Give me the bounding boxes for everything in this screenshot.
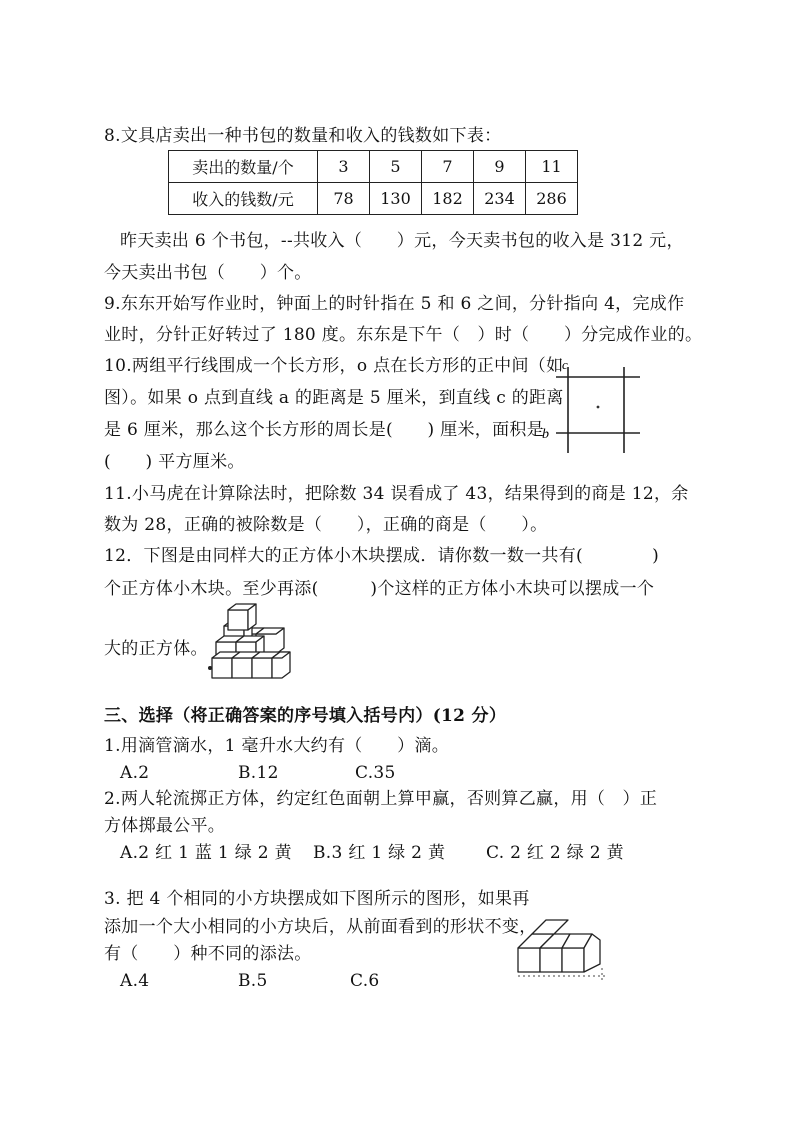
table-cell: 130 — [370, 183, 422, 215]
q8-title: 8.文具店卖出一种书包的数量和收入的钱数如下表： — [104, 126, 502, 146]
s3-q1-option-c: C.35 — [355, 763, 396, 783]
s3-q3-option-b: B.5 — [238, 971, 268, 991]
table-cell: 5 — [370, 151, 422, 183]
table-cell: 78 — [318, 183, 370, 215]
table-cell: 9 — [474, 151, 526, 183]
s3-q2-option-c: C. 2 红 2 绿 2 黄 — [486, 843, 624, 863]
q10-line-1: 10.两组平行线围成一个长方形，o 点在长方形的正中间（如 — [104, 356, 564, 376]
table-cell: 11 — [526, 151, 578, 183]
s3-q1-option-a: A.2 — [120, 763, 150, 783]
parallel-lines-figure — [536, 355, 646, 455]
q12-line-3: 大的正方体。 — [104, 639, 208, 659]
q11-line-2: 数为 28，正确的被除数是（ ），正确的商是（ ）。 — [104, 515, 548, 535]
row-label-income: 收入的钱数/元 — [169, 183, 318, 215]
s3-q1-stem: 1.用滴管滴水，1 毫升水大约有（ ）滴。 — [104, 736, 450, 756]
table-row-income — [169, 183, 578, 215]
s3-q3-option-c: C.6 — [350, 971, 380, 991]
label-c: c — [562, 357, 568, 372]
s3-q2-option-b: B.3 红 1 绿 2 黄 — [313, 843, 446, 863]
q12-line-2: 个正方体小木块。至少再添( )个这样的正方体小木块可以摆成一个 — [104, 579, 655, 599]
block-arrangement-figure — [510, 916, 608, 984]
q10-line-2: 图）。如果 o 点到直线 a 的距离是 5 厘米，到直线 c 的距离 — [104, 388, 564, 408]
s3-q3-line-3: 有（ ）种不同的添法。 — [104, 944, 312, 964]
q12-line-1: 12．下图是由同样大的正方体小木块摆成．请你数一数一共有( ) — [104, 546, 660, 566]
table-cell: 7 — [422, 151, 474, 183]
table-cell: 286 — [526, 183, 578, 215]
row-label-quantity: 卖出的数量/个 — [169, 151, 318, 183]
table-cell: 234 — [474, 183, 526, 215]
label-b: b — [542, 427, 549, 442]
q8-line-2: 今天卖出书包（ ）个。 — [104, 263, 312, 283]
q9-line-2: 业时，分针正好转过了 180 度。东东是下午（ ）时（ ）分完成作业的。 — [104, 325, 703, 345]
s3-q1-option-b: B.12 — [238, 763, 279, 783]
q9-line-1: 9.东东开始写作业时，钟面上的时针指在 5 和 6 之间，分针指向 4，完成作 — [104, 294, 685, 314]
q10-line-3: 是 6 厘米，那么这个长方形的周长是( ) 厘米，面积是 — [104, 420, 544, 440]
table-cell: 3 — [318, 151, 370, 183]
cube-stack-figure — [206, 600, 298, 682]
s3-q3-option-a: A.4 — [120, 971, 150, 991]
q8-line-1: 昨天卖出 6 个书包，--共收入（ ）元，今天卖书包的收入是 312 元， — [120, 231, 684, 251]
s3-q2-option-a: A.2 红 1 蓝 1 绿 2 黄 — [120, 843, 292, 863]
point-o — [597, 406, 600, 409]
q10-line-4: ( ) 平方厘米。 — [104, 452, 245, 472]
table-cell: 182 — [422, 183, 474, 215]
s3-q2-line-2: 方体掷最公平。 — [104, 816, 226, 836]
table-row-quantity — [169, 151, 578, 183]
s3-q3-line-2: 添加一个大小相同的小方块后，从前面看到的形状不变， — [104, 917, 537, 937]
s3-q3-line-1: 3. 把 4 个相同的小方块摆成如下图所示的图形，如果再 — [104, 889, 530, 909]
s3-q2-line-1: 2.两人轮流掷正方体，约定红色面朝上算甲赢，否则算乙赢，用（ ）正 — [104, 789, 658, 809]
q11-line-1: 11.小马虎在计算除法时，把除数 34 误看成了 43，结果得到的商是 12，余 — [104, 484, 689, 504]
section-3-title: 三、选择（将正确答案的序号填入括号内）(12 分） — [104, 706, 507, 726]
sales-table — [168, 150, 578, 215]
